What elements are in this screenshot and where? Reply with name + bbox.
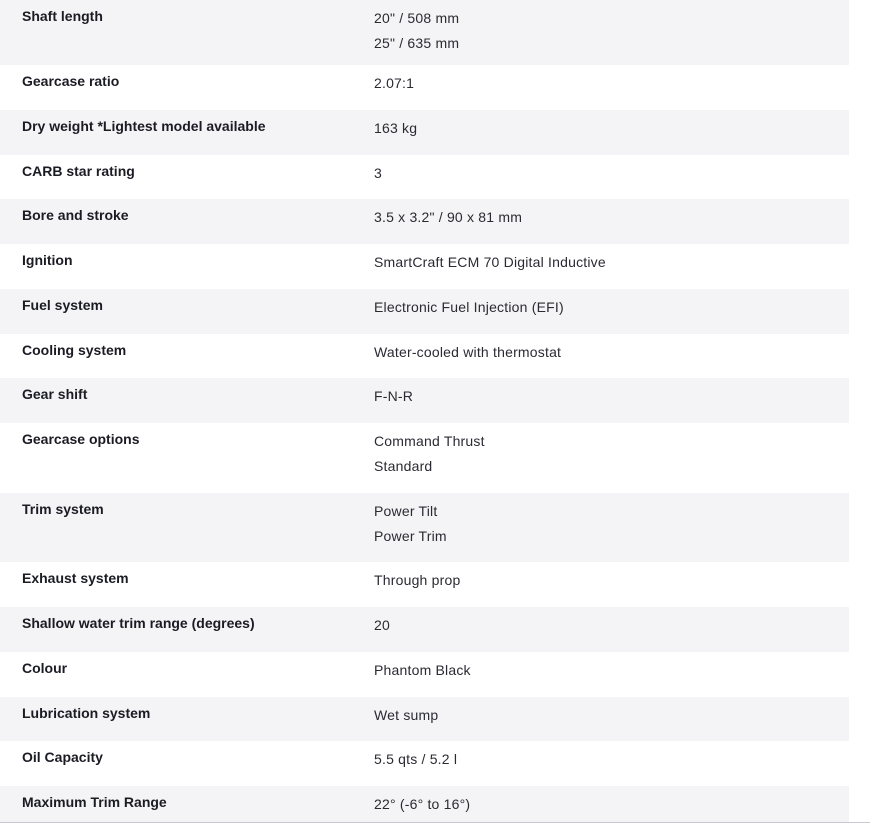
spec-label: Exhaust system — [22, 570, 129, 586]
spec-label: Lubrication system — [22, 705, 151, 721]
spec-value: 3.5 x 3.2" / 90 x 81 mm — [374, 209, 523, 225]
spec-row — [0, 697, 849, 741]
spec-label: Shallow water trim range (degrees) — [22, 615, 255, 631]
spec-label: Colour — [22, 660, 68, 676]
spec-value: 25" / 635 mm — [374, 35, 460, 51]
spec-row — [0, 378, 849, 423]
spec-row — [0, 65, 849, 110]
spec-values — [374, 741, 849, 775]
spec-values — [374, 607, 849, 641]
spec-value: Power Tilt — [374, 503, 438, 519]
spec-label: Shaft length — [22, 8, 103, 24]
spec-label: Maximum Trim Range — [22, 794, 167, 810]
spec-values — [374, 786, 849, 820]
spec-row — [0, 155, 849, 199]
spec-values — [374, 378, 849, 412]
spec-label: Gear shift — [22, 386, 88, 402]
spec-row — [0, 607, 849, 652]
spec-value: 5.5 qts / 5.2 l — [374, 751, 458, 767]
spec-values — [374, 199, 849, 233]
spec-row — [0, 289, 849, 334]
spec-row — [0, 244, 849, 289]
spec-values — [374, 652, 849, 686]
spec-label: Trim system — [22, 501, 104, 517]
spec-values — [374, 244, 849, 278]
spec-value: Through prop — [374, 572, 461, 588]
spec-values — [374, 334, 849, 368]
spec-values — [374, 0, 849, 59]
spec-row — [0, 652, 849, 697]
spec-value: Standard — [374, 458, 433, 474]
spec-label: Fuel system — [22, 297, 103, 313]
spec-values — [374, 493, 849, 552]
spec-row — [0, 334, 849, 378]
spec-value: 22° (-6° to 16°) — [374, 796, 471, 812]
spec-value: Command Thrust — [374, 433, 485, 449]
spec-label: Dry weight *Lightest model available — [22, 118, 266, 134]
spec-value: 163 kg — [374, 120, 418, 136]
spec-row — [0, 423, 849, 493]
spec-row — [0, 199, 849, 244]
spec-label: Ignition — [22, 252, 73, 268]
page-right-margin — [849, 0, 870, 822]
spec-row — [0, 0, 849, 65]
spec-value: F-N-R — [374, 388, 414, 404]
spec-label: Gearcase ratio — [22, 73, 120, 89]
spec-row — [0, 786, 849, 823]
spec-value: 20 — [374, 617, 390, 633]
spec-value: SmartCraft ECM 70 Digital Inductive — [374, 254, 606, 270]
spec-values — [374, 155, 849, 189]
spec-values — [374, 110, 849, 144]
spec-value: 3 — [374, 165, 382, 181]
spec-label: Gearcase options — [22, 431, 140, 447]
spec-values — [374, 65, 849, 99]
spec-value: Power Trim — [374, 528, 447, 544]
spec-row — [0, 562, 849, 607]
bottom-divider — [0, 822, 870, 823]
spec-value: Phantom Black — [374, 662, 471, 678]
spec-row — [0, 110, 849, 155]
spec-values — [374, 697, 849, 731]
spec-label: Cooling system — [22, 342, 127, 358]
spec-label: Bore and stroke — [22, 207, 129, 223]
spec-row — [0, 741, 849, 786]
spec-label: CARB star rating — [22, 163, 135, 179]
spec-value: Water-cooled with thermostat — [374, 344, 562, 360]
spec-values — [374, 423, 849, 482]
spec-label: Oil Capacity — [22, 749, 103, 765]
spec-value: Wet sump — [374, 707, 439, 723]
spec-values — [374, 289, 849, 323]
spec-row — [0, 493, 849, 562]
spec-value: 2.07:1 — [374, 75, 415, 91]
spec-value: Electronic Fuel Injection (EFI) — [374, 299, 564, 315]
spec-value: 20" / 508 mm — [374, 10, 460, 26]
spec-values — [374, 562, 849, 596]
